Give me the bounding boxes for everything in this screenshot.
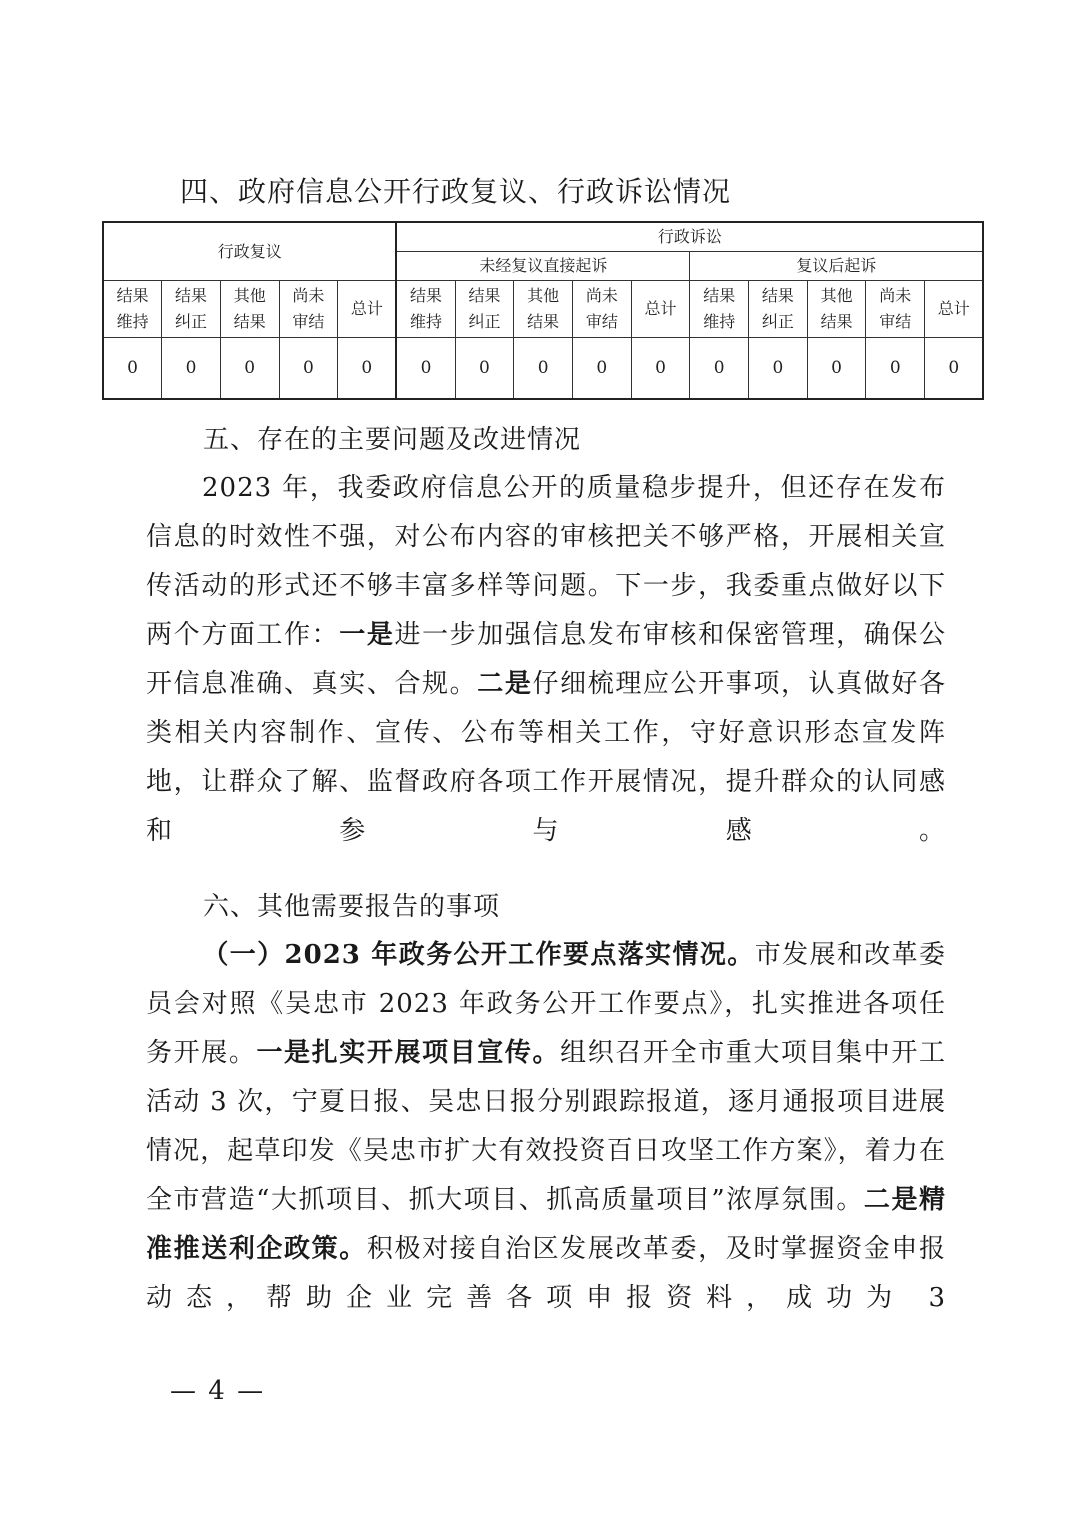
col-header: 尚未 审结 xyxy=(279,281,338,338)
col-header: 结果 纠正 xyxy=(749,281,808,338)
emphasis-text: （一）2023 年政务公开工作要点落实情况。 xyxy=(202,940,755,970)
emphasis-text: 一是扎实开展项目宣传。 xyxy=(256,1038,561,1068)
emphasis-text: 一是 xyxy=(339,620,395,650)
table-cell: 0 xyxy=(631,338,690,400)
admin-litigation-header: 行政诉讼 xyxy=(396,222,983,252)
paragraph-text: 积极对接自治区发展改革委，及时掌握资金申报动态，帮助企业完善各项申报资料，成功为 3 xyxy=(146,1234,946,1313)
direct-suit-header: 未经复议直接起诉 xyxy=(396,252,689,281)
col-header: 其他 结果 xyxy=(807,281,866,338)
col-header: 其他 结果 xyxy=(514,281,573,338)
admin-review-header: 行政复议 xyxy=(103,222,396,281)
paragraph-text: 2023 年，我委政府信息公开的质量稳步提升，但还存在发布信息的时效性不强，对公布内容的审核把关不够严格，开展相关宣传活动的形式还不够丰富多样等问题。下一步，我委重点做好以下两个方面工作： xyxy=(146,473,946,650)
section-4-heading: 四、政府信息公开行政复议、行政诉讼情况 xyxy=(180,175,732,208)
section-6-heading: 六、其他需要报告的事项 xyxy=(203,892,501,922)
table-cell: 0 xyxy=(220,338,279,400)
col-header: 总计 xyxy=(925,281,984,338)
col-header: 总计 xyxy=(338,281,397,338)
table-cell: 0 xyxy=(279,338,338,400)
paragraph-text: 进一步加强信息发布审核和保密管理，确保公开信息准确、真实、合规。 xyxy=(146,620,946,699)
paragraph-text: 组织召开全市重大项目集中开工活动 3 次，宁夏日报、吴忠日报分别跟踪报道，逐月通报项目进展情况，起草印发《吴忠市扩大有效投资百日攻坚工作方案》，着力在全市营造“大抓项目、抓大项目、抓高质量项目”浓厚氛围。 xyxy=(146,1038,946,1215)
table-cell: 0 xyxy=(749,338,808,400)
col-header: 结果 维持 xyxy=(690,281,749,338)
paragraph-text: 仔细梳理应公开事项，认真做好各类相关内容制作、宣传、公布等相关工作，守好意识形态宣发阵地，让群众了解、监督政府各项工作开展情况，提升群众的认同感和参与感。 xyxy=(146,669,946,846)
col-header: 结果 维持 xyxy=(396,281,455,338)
table-cell: 0 xyxy=(573,338,632,400)
table-cell: 0 xyxy=(396,338,455,400)
table-cell: 0 xyxy=(866,338,925,400)
table-cell: 0 xyxy=(925,338,984,400)
col-header: 其他 结果 xyxy=(220,281,279,338)
table-cell: 0 xyxy=(807,338,866,400)
table-cell: 0 xyxy=(690,338,749,400)
table-cell: 0 xyxy=(338,338,397,400)
section-6-paragraph xyxy=(146,931,946,1323)
page-number: — 4 — xyxy=(170,1376,266,1406)
col-header: 结果 维持 xyxy=(103,281,162,338)
table-cell: 0 xyxy=(455,338,514,400)
col-header: 总计 xyxy=(631,281,690,338)
after-review-suit-header: 复议后起诉 xyxy=(690,252,984,281)
section-5-heading: 五、存在的主要问题及改进情况 xyxy=(203,425,582,455)
section-5-paragraph xyxy=(146,464,946,856)
col-header: 尚未 审结 xyxy=(573,281,632,338)
table-cell: 0 xyxy=(162,338,221,400)
review-litigation-table xyxy=(102,221,984,400)
emphasis-text: 二是 xyxy=(477,669,533,699)
paragraph-text: 市发展和改革委员会对照《吴忠市 2023 年政务公开工作要点》，扎实推进各项任务开展。 xyxy=(146,940,946,1068)
col-header: 结果 纠正 xyxy=(455,281,514,338)
col-header: 结果 纠正 xyxy=(162,281,221,338)
col-header: 尚未 审结 xyxy=(866,281,925,338)
table-cell: 0 xyxy=(514,338,573,400)
emphasis-text: 二是精准推送利企政策。 xyxy=(146,1185,946,1264)
table-cell: 0 xyxy=(103,338,162,400)
